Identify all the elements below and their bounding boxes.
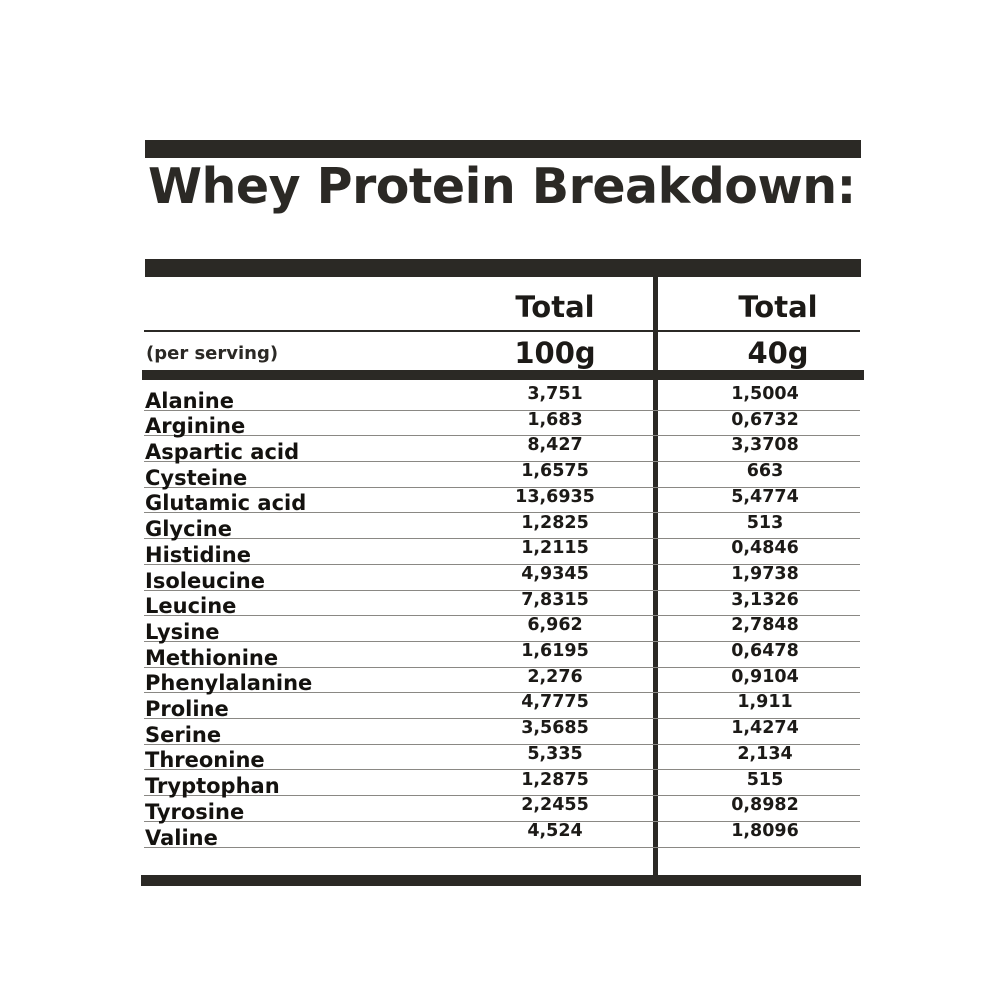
- amino-acid-name: Glutamic acid: [145, 491, 307, 516]
- amino-acid-name: Tyrosine: [145, 799, 245, 824]
- table-row: [144, 796, 860, 822]
- value-per-40g: 0,8982: [731, 795, 799, 816]
- value-per-40g: 1,8096: [731, 820, 799, 841]
- table-row: [144, 539, 860, 565]
- table-row: [144, 692, 860, 722]
- value-per-100g: 8,427: [527, 435, 583, 456]
- amino-acid-name: Valine: [145, 825, 218, 850]
- value-per-100g: 1,683: [527, 409, 583, 430]
- table-top-rule: [145, 259, 861, 277]
- amino-acid-name: Histidine: [145, 542, 251, 567]
- value-per-40g: 2,7848: [731, 615, 799, 636]
- value-per-40g: 1,4274: [731, 718, 799, 739]
- value-per-40g: 0,6478: [731, 641, 799, 661]
- amino-acid-name: Serine: [145, 722, 222, 747]
- value-per-40g: 1,9738: [731, 563, 799, 584]
- value-per-100g: 1,6575: [521, 461, 589, 482]
- value-per-40g: 5,4774: [731, 486, 799, 507]
- table-row: [144, 822, 860, 848]
- serving-label: (per serving): [146, 343, 279, 364]
- value-per-40g: 515: [746, 769, 784, 790]
- value-per-100g: 6,962: [527, 615, 583, 636]
- value-per-40g: 663: [746, 461, 784, 482]
- column-subheader-100g: 100g: [514, 336, 596, 370]
- table-row: [144, 411, 860, 437]
- table-row: [144, 745, 860, 771]
- amino-acid-name: Arginine: [145, 414, 246, 439]
- table-row: [144, 565, 860, 591]
- value-per-100g: 7,8315: [521, 589, 589, 610]
- value-per-40g: 3,1326: [731, 589, 799, 610]
- value-per-100g: 13,6935: [515, 486, 595, 507]
- amino-acid-name: Proline: [145, 697, 229, 722]
- table-row: [144, 462, 860, 488]
- value-per-100g: 1,2115: [521, 538, 589, 559]
- value-per-100g: 4,7775: [521, 692, 589, 713]
- value-per-100g: 1,6195: [521, 641, 589, 661]
- header-divider: [144, 330, 860, 332]
- page-title: Whey Protein Breakdown:: [148, 158, 856, 215]
- value-per-40g: 1,5004: [731, 384, 799, 404]
- table-row: [144, 385, 860, 411]
- value-per-100g: 2,2455: [521, 795, 589, 816]
- value-per-40g: 0,4846: [731, 538, 799, 559]
- value-per-40g: 513: [746, 512, 784, 533]
- table-row: [144, 719, 860, 745]
- value-per-100g: 2,276: [527, 666, 583, 687]
- value-per-40g: 1,911: [737, 692, 793, 713]
- top-rule: [145, 140, 861, 158]
- value-per-100g: 5,335: [527, 743, 583, 764]
- table-row: [144, 591, 860, 617]
- header-bottom-rule: [142, 370, 864, 380]
- amino-acid-name: Glycine: [145, 517, 232, 542]
- value-per-40g: 2,134: [737, 743, 793, 764]
- table-row: [144, 435, 860, 465]
- column-header-100g: Total: [515, 290, 595, 324]
- table-row: [144, 488, 860, 514]
- amino-acid-name: Cysteine: [145, 465, 248, 490]
- column-header-40g: Total: [738, 290, 818, 324]
- amino-acid-name: Alanine: [145, 388, 234, 413]
- column-subheader-40g: 40g: [747, 336, 809, 370]
- amino-acid-name: Methionine: [145, 645, 279, 670]
- amino-acid-name: Isoleucine: [145, 568, 265, 593]
- value-per-100g: 3,751: [527, 384, 583, 404]
- table-bottom-rule: [141, 875, 861, 886]
- amino-acid-name: Lysine: [145, 619, 220, 644]
- value-per-100g: 4,9345: [521, 563, 589, 584]
- value-per-40g: 3,3708: [731, 435, 799, 456]
- table-row: [144, 642, 860, 668]
- amino-acid-name: Aspartic acid: [145, 440, 300, 465]
- value-per-100g: 4,524: [527, 820, 583, 841]
- table-row: [144, 616, 860, 642]
- table-row: [144, 771, 860, 797]
- value-per-100g: 3,5685: [521, 718, 589, 739]
- amino-acid-name: Phenylalanine: [145, 671, 313, 696]
- amino-acid-name: Leucine: [145, 594, 237, 619]
- value-per-100g: 1,2875: [521, 769, 589, 790]
- value-per-40g: 0,6732: [731, 409, 799, 430]
- table-row: [144, 514, 860, 540]
- table-row: [144, 668, 860, 694]
- amino-acid-name: Tryptophan: [145, 774, 280, 799]
- value-per-40g: 0,9104: [731, 666, 799, 687]
- amino-acid-name: Threonine: [145, 748, 265, 773]
- value-per-100g: 1,2825: [521, 512, 589, 533]
